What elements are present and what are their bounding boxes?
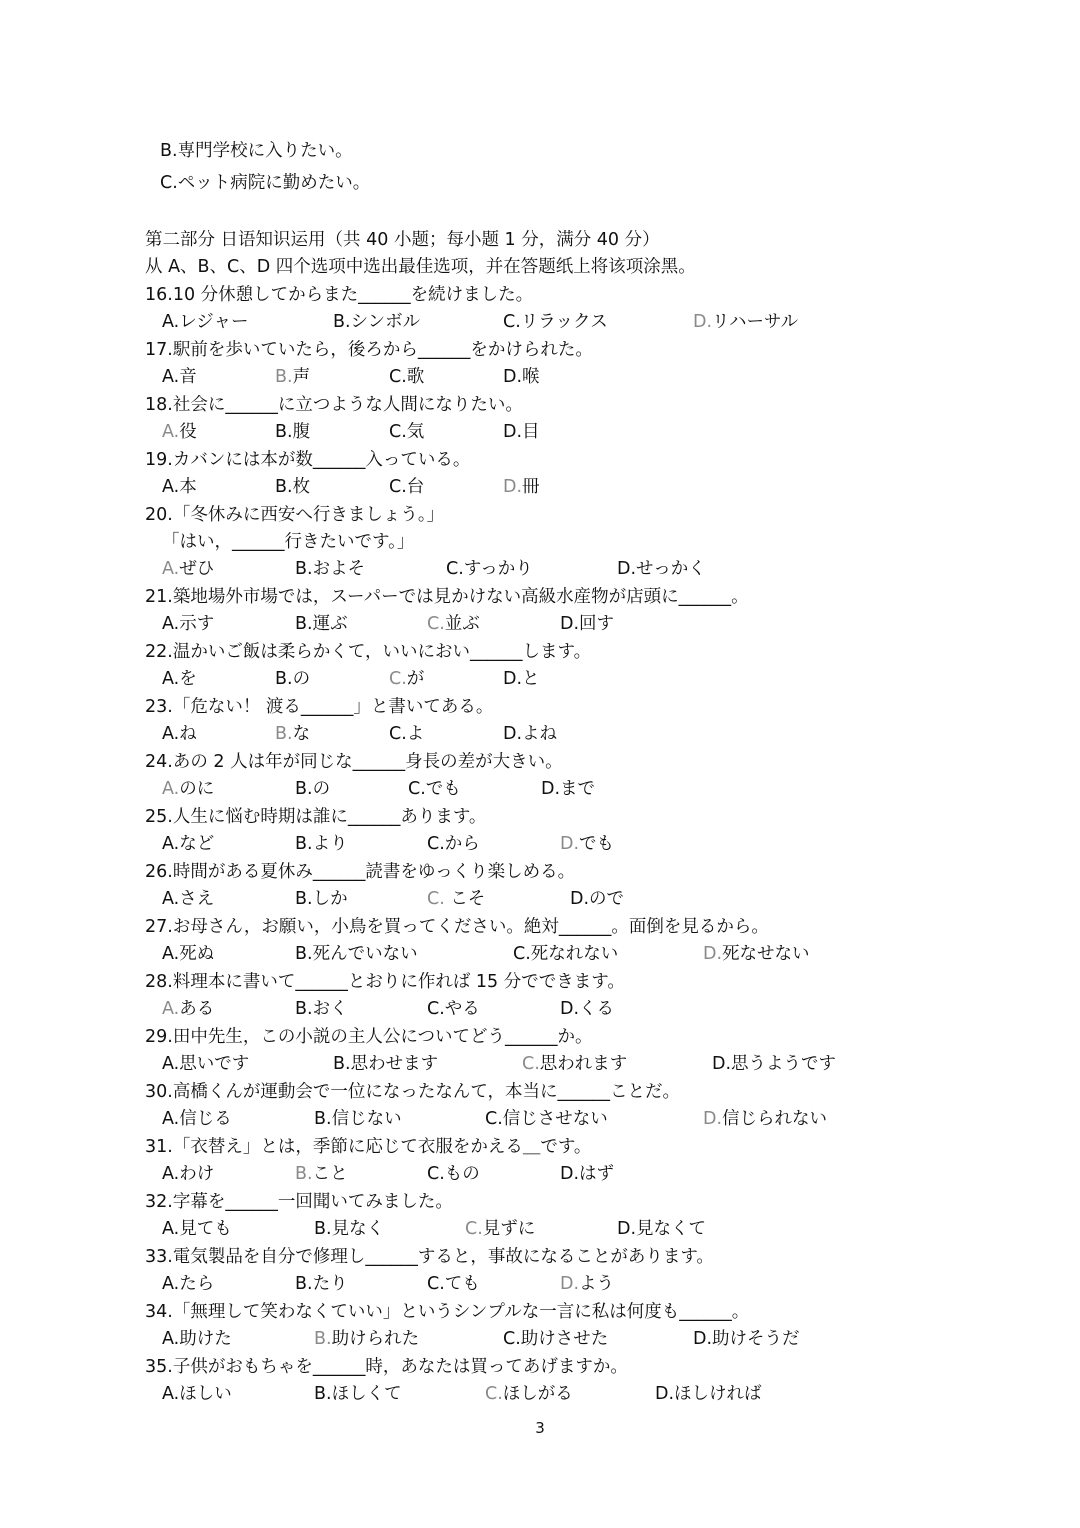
option-letter: C. [427, 614, 445, 634]
option-letter: C. [389, 367, 407, 387]
answer-option [503, 311, 608, 333]
option-letter: C. [408, 779, 426, 799]
section-instruction: 从 A、B、C、D 四个选项中选出最佳选项，并在答题纸上将该项涂黑。 [145, 257, 696, 277]
option-text: ほしがる [502, 1384, 573, 1404]
answer-option [162, 1273, 214, 1295]
answer-option [162, 888, 214, 910]
option-letter: A. [162, 1219, 180, 1239]
option-text: ある [179, 999, 215, 1019]
option-text: 思わせます [350, 1054, 439, 1074]
option-text: せっかく [636, 559, 706, 579]
answer-option [427, 1163, 480, 1185]
answer-option [295, 613, 348, 635]
answer-option [513, 943, 618, 965]
answer-option [295, 943, 418, 965]
option-letter: A. [162, 1054, 180, 1074]
option-letter: D. [570, 889, 590, 909]
answer-option [389, 723, 424, 745]
question-stem: 21.築地場外市場では，スーパーでは見かけない高級水産物が店頭に______。 [145, 587, 749, 607]
option-text: ので [589, 889, 625, 909]
answer-option [446, 558, 533, 580]
option-letter: A. [162, 669, 180, 689]
option-letter: B. [333, 312, 351, 332]
option-text: シンボル [350, 312, 421, 332]
answer-option [295, 1163, 348, 1185]
option-text: 気 [406, 422, 425, 442]
answer-option [693, 311, 798, 333]
option-text: わけ [179, 1164, 215, 1184]
answer-option [693, 1328, 800, 1350]
option-letter: D. [560, 834, 580, 854]
answer-option [314, 1218, 384, 1240]
option-text: たら [179, 1274, 215, 1294]
answer-option [295, 778, 330, 800]
answer-option [427, 833, 480, 855]
option-text: ね [179, 724, 197, 744]
option-text: 思うようです [731, 1054, 837, 1074]
option-letter: D. [693, 1329, 713, 1349]
option-letter: C. [485, 1384, 503, 1404]
option-text: 音 [179, 367, 197, 387]
answer-option [617, 558, 706, 580]
option-letter: C. [160, 173, 178, 193]
option-text: 思いです [179, 1054, 250, 1074]
answer-option [389, 476, 424, 498]
option-text: より [312, 834, 348, 854]
option-text: ペット病院に勤めたい。 [177, 173, 371, 193]
option-letter: D. [655, 1384, 675, 1404]
option-text: およそ [312, 559, 366, 579]
answer-option [503, 668, 540, 690]
question-stem: 26.時間がある夏休み______読書をゆっくり楽しめる。 [145, 862, 576, 882]
option-text: くる [579, 999, 615, 1019]
option-text: な [292, 724, 311, 744]
option-letter: B. [295, 779, 313, 799]
answer-option [503, 476, 540, 498]
option-text: から [444, 834, 480, 854]
answer-option [541, 778, 595, 800]
option-text: 死なせない [722, 944, 810, 964]
option-letter: C. [446, 559, 464, 579]
answer-option [485, 1108, 608, 1130]
option-text: さえ [179, 889, 215, 909]
answer-option [485, 1383, 573, 1405]
question-stem: 31.「衣替え」とは，季節に応じて衣服をかえる＿です。 [145, 1137, 592, 1157]
option-text: 台 [406, 477, 425, 497]
option-letter: B. [314, 1329, 332, 1349]
answer-option [314, 1328, 419, 1350]
previous-option-b [160, 140, 353, 162]
option-text: はず [579, 1164, 615, 1184]
answer-option [617, 1218, 706, 1240]
answer-option [275, 421, 310, 443]
answer-option [427, 1273, 480, 1295]
answer-option [570, 888, 624, 910]
option-text: 歌 [406, 367, 425, 387]
option-text: 見なく [331, 1219, 385, 1239]
option-letter: C. [513, 944, 531, 964]
option-letter: A. [162, 1164, 180, 1184]
option-letter: D. [617, 559, 637, 579]
option-letter: C. [465, 1219, 483, 1239]
option-letter: C. [503, 312, 521, 332]
option-text: 信じる [179, 1109, 232, 1129]
answer-option [560, 1273, 614, 1295]
answer-option [503, 366, 540, 388]
option-text: ほしくて [331, 1384, 402, 1404]
answer-option [560, 613, 614, 635]
option-text: 声 [292, 367, 311, 387]
option-letter: A. [162, 724, 180, 744]
option-text: でも [579, 834, 615, 854]
option-text: など [179, 834, 215, 854]
answer-option [703, 943, 810, 965]
option-text: まで [560, 779, 596, 799]
option-letter: D. [503, 477, 523, 497]
option-letter: C. [427, 1164, 445, 1184]
answer-option [427, 998, 480, 1020]
option-text: 信じさせない [502, 1109, 608, 1129]
option-letter: B. [295, 944, 313, 964]
answer-option [275, 476, 310, 498]
page-number: 3 [535, 1419, 545, 1437]
option-text: 助けさせた [520, 1329, 609, 1349]
option-text: 並ぶ [444, 614, 480, 634]
answer-option [465, 1218, 535, 1240]
option-text: 運ぶ [312, 614, 348, 634]
option-text: リラックス [520, 312, 608, 332]
option-letter: A. [162, 1274, 180, 1294]
answer-option [162, 778, 214, 800]
answer-option [275, 668, 310, 690]
option-text: 死ぬ [179, 944, 215, 964]
option-text: 回す [579, 614, 615, 634]
answer-option [162, 1108, 232, 1130]
option-letter: B. [333, 1054, 351, 1074]
question-stem: 27.お母さん，お願い，小鳥を買ってください。絶対______。面倒を見るから。 [145, 917, 769, 937]
option-text: のに [179, 779, 215, 799]
option-letter: A. [162, 779, 180, 799]
option-letter: D. [560, 999, 580, 1019]
option-text: 専門学校に入りたい。 [177, 141, 353, 161]
option-letter: A. [162, 477, 180, 497]
option-letter: B. [295, 889, 313, 909]
option-letter: C. [427, 999, 445, 1019]
answer-option [162, 613, 214, 635]
answer-option [295, 1273, 348, 1295]
option-letter: D. [703, 1109, 723, 1129]
option-text: ても [444, 1274, 480, 1294]
answer-option [162, 1328, 232, 1350]
answer-option [275, 366, 310, 388]
option-letter: C. [389, 669, 407, 689]
answer-option [703, 1108, 827, 1130]
option-letter: D. [541, 779, 561, 799]
answer-option [389, 668, 424, 690]
option-letter: B. [275, 724, 293, 744]
option-text: レジャー [179, 312, 249, 332]
answer-option [389, 366, 424, 388]
question-stem: 25.人生に悩む時期は誰に______あります。 [145, 807, 487, 827]
option-text: 見ずに [482, 1219, 536, 1239]
option-text: 示す [179, 614, 215, 634]
option-text: よ [406, 724, 425, 744]
answer-option [162, 723, 197, 745]
option-letter: C. [503, 1329, 521, 1349]
option-text: すっかり [463, 559, 533, 579]
option-letter: B. [295, 1274, 313, 1294]
question-stem: 33.電気製品を自分で修理し______すると，事故になることがあります。 [145, 1247, 714, 1267]
option-text: の [312, 779, 331, 799]
option-letter: D. [503, 422, 523, 442]
answer-option [503, 723, 557, 745]
option-letter: C. [522, 1054, 540, 1074]
answer-option [162, 1383, 232, 1405]
option-text: たり [312, 1274, 348, 1294]
answer-option [389, 421, 424, 443]
option-letter: B. [160, 141, 178, 161]
question-stem: 16.10 分休憩してからまた______を続けました。 [145, 285, 534, 305]
answer-option [503, 1328, 608, 1350]
option-text: リハーサル [712, 312, 799, 332]
option-text: 思われます [539, 1054, 628, 1074]
answer-option [712, 1053, 836, 1075]
question-stem: 24.あの 2 人は年が同じな______身長の差が大きい。 [145, 752, 563, 772]
question-stem: 30.高橋くんが運動会で一位になったなんて，本当に______ことだ。 [145, 1082, 680, 1102]
option-text: 喉 [522, 367, 540, 387]
section-title: 第二部分 日语知识运用（共 40 小题；每小题 1 分，满分 40 分） [145, 230, 660, 250]
option-letter: A. [162, 312, 180, 332]
answer-option [560, 1163, 614, 1185]
answer-option [427, 888, 485, 910]
option-letter: A. [162, 1329, 180, 1349]
question-stem: 34.「無理して笑わなくていい」というシンプルな一言に私は何度も______。 [145, 1302, 750, 1322]
option-letter: A. [162, 1109, 180, 1129]
option-letter: D. [503, 724, 523, 744]
option-letter: C. [427, 834, 445, 854]
option-letter: B. [275, 669, 293, 689]
question-stem: 29.田中先生，この小説の主人公についてどう______か。 [145, 1027, 593, 1047]
option-text: 役 [179, 422, 197, 442]
option-text: が [406, 669, 425, 689]
option-letter: C. [389, 477, 407, 497]
answer-option [295, 833, 348, 855]
question-stem: 32.字幕を______一回聞いてみました。 [145, 1192, 453, 1212]
answer-option [522, 1053, 627, 1075]
option-letter: D. [712, 1054, 732, 1074]
option-letter: B. [275, 367, 293, 387]
option-text: 助けそうだ [712, 1329, 800, 1349]
option-letter: B. [275, 477, 293, 497]
question-stem-continued: 「はい，______行きたいです。」 [162, 532, 415, 552]
option-text: 死なれない [530, 944, 619, 964]
option-letter: B. [295, 999, 313, 1019]
question-stem: 23.「危ない！ 渡る______」と書いてある。 [145, 697, 494, 717]
option-letter: B. [295, 1164, 313, 1184]
option-letter: D. [503, 669, 523, 689]
answer-option [162, 421, 197, 443]
answer-option [162, 943, 214, 965]
option-text: やる [444, 999, 480, 1019]
question-stem: 20.「冬休みに西安へ行きましょう。」 [145, 505, 445, 525]
answer-option [162, 668, 197, 690]
answer-option [427, 613, 480, 635]
answer-option [162, 833, 214, 855]
answer-option [295, 998, 348, 1020]
answer-option [333, 1053, 438, 1075]
option-letter: D. [560, 614, 580, 634]
option-letter: D. [560, 1274, 580, 1294]
question-stem: 19.カバンには本が数______入っている。 [145, 450, 471, 470]
option-letter: D. [617, 1219, 637, 1239]
option-text: おく [312, 999, 348, 1019]
option-letter: D. [560, 1164, 580, 1184]
option-letter: C. [389, 422, 407, 442]
option-letter: A. [162, 944, 180, 964]
option-letter: B. [275, 422, 293, 442]
option-text: 信じられない [722, 1109, 828, 1129]
answer-option [162, 1053, 249, 1075]
answer-option [314, 1383, 402, 1405]
option-letter: C. [427, 1274, 445, 1294]
answer-option [560, 998, 614, 1020]
option-text: 死んでいない [312, 944, 418, 964]
option-text: ほしければ [674, 1384, 762, 1404]
option-letter: D. [503, 367, 523, 387]
option-text: よう [579, 1274, 615, 1294]
option-text: こと [312, 1164, 348, 1184]
option-text: 本 [179, 477, 197, 497]
question-stem: 35.子供がおもちゃを______時，あなたは買ってあげますか。 [145, 1357, 628, 1377]
option-text: こそ [444, 889, 486, 909]
option-text: もの [444, 1164, 480, 1184]
answer-option [560, 833, 614, 855]
option-letter: B. [314, 1109, 332, 1129]
answer-option [162, 311, 248, 333]
option-letter: D. [703, 944, 723, 964]
option-text: 助けた [179, 1329, 232, 1349]
option-letter: A. [162, 559, 180, 579]
answer-option [333, 311, 420, 333]
answer-option [162, 558, 214, 580]
option-text: 見ても [179, 1219, 232, 1239]
option-text: を [179, 669, 197, 689]
answer-option [162, 1163, 214, 1185]
answer-option [275, 723, 310, 745]
question-stem: 28.料理本に書いて______とおりに作れば 15 分でできます。 [145, 972, 625, 992]
option-letter: B. [295, 559, 313, 579]
answer-option [162, 476, 197, 498]
option-text: ほしい [179, 1384, 232, 1404]
option-text: しか [312, 889, 348, 909]
option-letter: A. [162, 1384, 180, 1404]
answer-option [162, 998, 214, 1020]
answer-option [162, 366, 197, 388]
option-letter: D. [693, 312, 713, 332]
option-text: でも [425, 779, 461, 799]
option-letter: C. [389, 724, 407, 744]
option-letter: C. [427, 889, 445, 909]
option-letter: A. [162, 889, 180, 909]
option-text: 助けられた [331, 1329, 420, 1349]
answer-option [162, 1218, 232, 1240]
option-letter: B. [295, 614, 313, 634]
answer-option [295, 888, 348, 910]
option-letter: A. [162, 367, 180, 387]
option-letter: A. [162, 999, 180, 1019]
option-letter: A. [162, 614, 180, 634]
option-text: ぜひ [179, 559, 215, 579]
answer-option [314, 1108, 402, 1130]
question-stem: 17.駅前を歩いていたら，後ろから______をかけられた。 [145, 340, 593, 360]
option-text: 冊 [522, 477, 540, 497]
option-text: の [292, 669, 311, 689]
option-text: と [522, 669, 540, 689]
question-stem: 18.社会に______に立つような人間になりたい。 [145, 395, 523, 415]
option-letter: B. [295, 834, 313, 854]
previous-option-c [160, 172, 370, 194]
option-letter: B. [314, 1219, 332, 1239]
option-text: よね [522, 724, 558, 744]
option-text: 腹 [292, 422, 311, 442]
option-text: 信じない [331, 1109, 402, 1129]
option-letter: C. [485, 1109, 503, 1129]
question-stem: 22.温かいご飯は柔らかくて，いいにおい______します。 [145, 642, 592, 662]
option-letter: A. [162, 422, 180, 442]
answer-option [503, 421, 540, 443]
answer-option [655, 1383, 762, 1405]
option-text: 目 [522, 422, 540, 442]
option-text: 見なくて [636, 1219, 707, 1239]
answer-option [408, 778, 461, 800]
option-letter: A. [162, 834, 180, 854]
answer-option [295, 558, 365, 580]
option-text: 枚 [292, 477, 311, 497]
option-letter: B. [314, 1384, 332, 1404]
